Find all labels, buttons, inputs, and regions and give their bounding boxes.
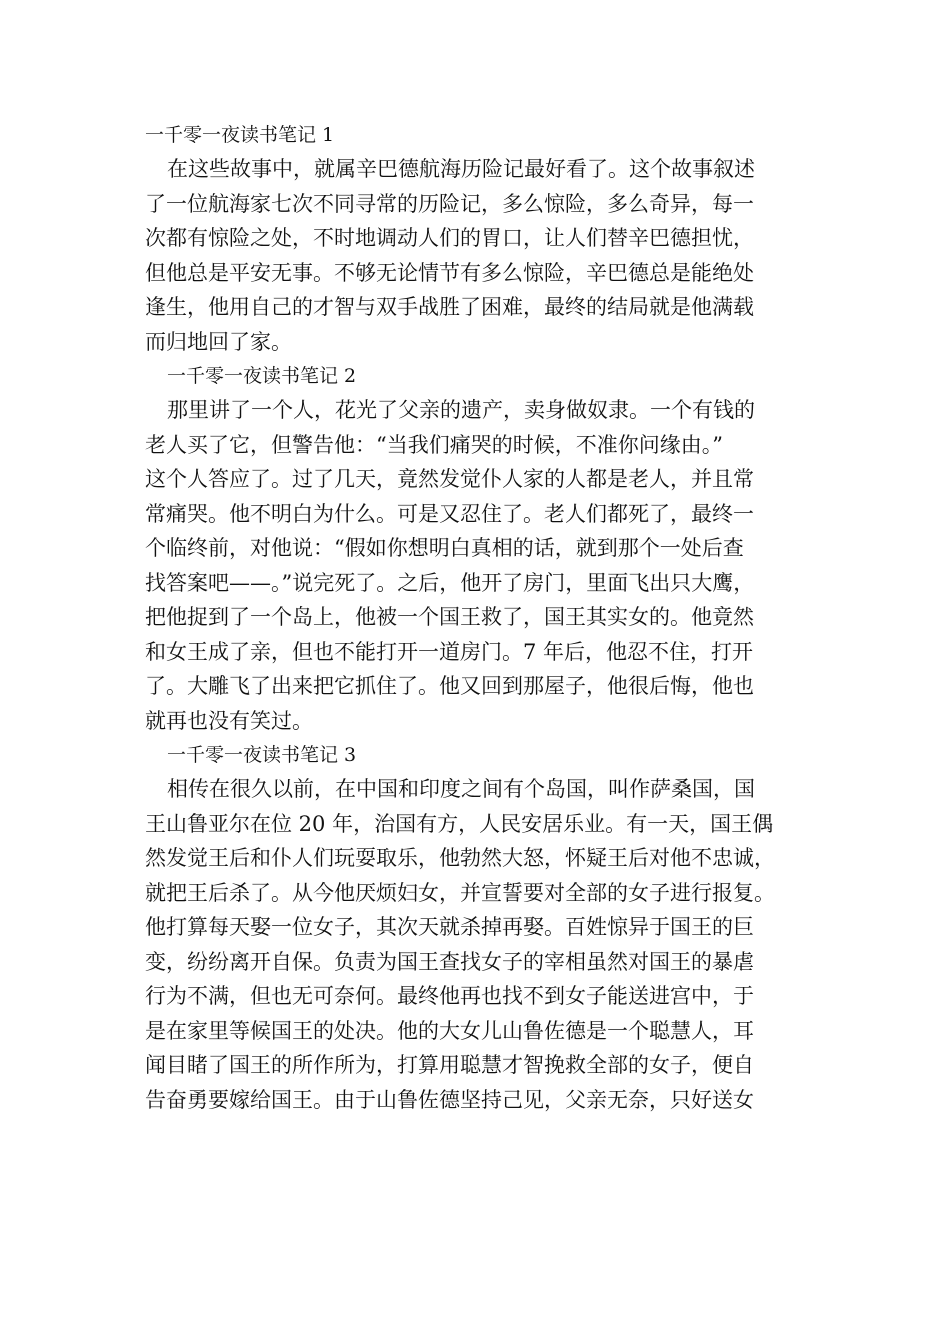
paragraph-line: 和女王成了亲，但也不能打开一道房门。7 年后，他忍不住，打开: [145, 639, 754, 664]
paragraph-line: 在这些故事中，就属辛巴德航海历险记最好看了。这个故事叙述: [167, 157, 755, 181]
paragraph-line: 逢生，他用自己的才智与双手战胜了困难，最终的结局就是他满载: [145, 295, 754, 319]
section-paragraph-1: [145, 152, 813, 359]
paragraph-line: 而归地回了家。: [145, 329, 292, 354]
paragraph-line: 但他总是平安无事。不够无论情节有多么惊险，辛巴德总是能绝处: [145, 260, 754, 285]
paragraph-line: 王山鲁亚尔在位 20 年，治国有方，人民安居乐业。有一天，国王偶: [145, 811, 774, 836]
paragraph-line: 了一位航海家七次不同寻常的历险记，多么惊险，多么奇异，每一: [145, 191, 754, 216]
paragraph-line: 这个人答应了。过了几天，竟然发觉仆人家的人都是老人，并且常: [145, 467, 754, 491]
paragraph-line: 就再也没有笑过。: [145, 708, 313, 733]
paragraph-line: 闻目睹了国王的所作所为，打算用聪慧才智挽救全部的女子，便自: [145, 1053, 754, 1077]
paragraph-line: 常痛哭。他不明白为什么。可是又忍住了。老人们都死了，最终一: [145, 501, 754, 526]
paragraph-line: 变，纷纷离开自保。负责为国王查找女子的宰相虽然对国王的暴虐: [145, 949, 754, 974]
paragraph-line: 就把王后杀了。从今他厌烦妇女，并宣誓要对全部的女子进行报复。: [145, 880, 775, 905]
section-title-2: 一千零一夜读书笔记 2: [167, 365, 357, 387]
paragraph-line: 那里讲了一个人，花光了父亲的遗产，卖身做奴隶。一个有钱的: [167, 398, 755, 422]
paragraph-line: 告奋勇要嫁给国王。由于山鲁佐德坚持己见，父亲无奈，只好送女: [145, 1087, 754, 1112]
paragraph-line: 他打算每天娶一位女子，其次天就杀掉再娶。百姓惊异于国王的巨: [145, 915, 754, 939]
paragraph-line: 相传在很久以前，在中国和印度之间有个岛国，叫作萨桑国，国: [167, 777, 755, 801]
paragraph-line: 个临终前，对他说：“假如你想明白真相的话，就到那个一处后查: [145, 536, 744, 560]
section-title-3: 一千零一夜读书笔记 3: [167, 744, 357, 766]
section-title-1: 一千零一夜读书笔记 1: [145, 124, 335, 146]
document-body: [145, 118, 813, 1117]
paragraph-line: 老人买了它，但警告他：“当我们痛哭的时候，不准你问缘由。”: [145, 432, 723, 457]
section-paragraph-2: [145, 393, 813, 738]
section-paragraph-3: [145, 772, 813, 1117]
paragraph-line: 找答案吧——。”说完死了。之后，他开了房门，里面飞出只大鹰，: [145, 570, 755, 595]
paragraph-line: 然发觉王后和仆人们玩耍取乐，他勃然大怒，怀疑王后对他不忠诚，: [145, 846, 775, 870]
paragraph-line: 把他捉到了一个岛上，他被一个国王救了，国王其实女的。他竟然: [145, 605, 754, 629]
paragraph-line: 次都有惊险之处，不时地调动人们的胃口，让人们替辛巴德担忧，: [145, 226, 754, 250]
paragraph-line: 行为不满，但也无可奈何。最终他再也找不到女子能送进宫中，于: [145, 984, 754, 1008]
paragraph-line: 了。大雕飞了出来把它抓住了。他又回到那屋子，他很后悔，他也: [145, 674, 754, 698]
paragraph-line: 是在家里等候国王的处决。他的大女儿山鲁佐德是一个聪慧人，耳: [145, 1018, 754, 1043]
